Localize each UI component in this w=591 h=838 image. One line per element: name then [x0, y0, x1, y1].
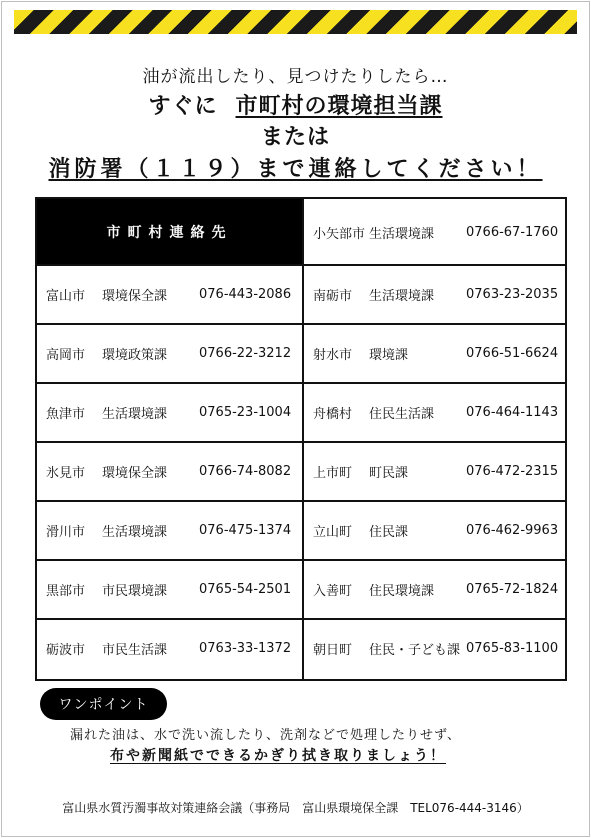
phone-number[interactable]: 0765-72-1824 [466, 582, 559, 597]
department-name: 市民環境課 [102, 584, 168, 599]
headline-line-2: または [260, 125, 330, 150]
municipality-name: 魚津市 [46, 407, 86, 422]
table-row [304, 442, 565, 501]
headline-fire-station: 消防署（１１９） [48, 157, 257, 182]
department-name: 環境政策課 [102, 348, 168, 363]
department-name: 生活環境課 [102, 525, 168, 540]
municipality-name: 黒部市 [46, 584, 86, 599]
municipality-name: 朝日町 [313, 643, 353, 658]
tip-text-line-2: 布や新聞紙でできるかぎり拭き取りましょう！ [110, 748, 446, 764]
headline-line-1 [0, 89, 591, 120]
department-name: 住民・子ども課 [369, 643, 461, 658]
table-row [304, 560, 565, 619]
table-row [304, 265, 565, 324]
headline-line-3 [0, 152, 591, 183]
table-row [304, 199, 565, 265]
table-row [37, 383, 302, 442]
phone-number[interactable]: 0766-22-3212 [199, 346, 292, 361]
municipality-name: 上市町 [313, 466, 353, 481]
municipality-name: 射水市 [313, 348, 353, 363]
intro-text: 油が流出したり、見つけたりしたら… [142, 67, 449, 87]
phone-number[interactable]: 0765-54-2501 [199, 582, 292, 597]
department-name: 住民生活課 [369, 407, 435, 422]
department-name: 住民環境課 [369, 584, 435, 599]
table-header-label: 市町村連絡先 [37, 199, 302, 265]
phone-number[interactable]: 076-475-1374 [199, 523, 292, 538]
municipality-name: 舟橋村 [313, 407, 353, 422]
phone-number[interactable]: 076-472-2315 [466, 464, 559, 479]
tip-text-line-1: 漏れた油は、水で洗い流したり、洗剤などで処理したりせず、 [70, 728, 461, 743]
table-row [37, 501, 302, 560]
footer-organizer: 富山県水質汚濁事故対策連絡会議（事務局 富山県環境保全課 TEL076-444-3146） [62, 801, 529, 815]
table-row [304, 619, 565, 678]
phone-number[interactable]: 076-443-2086 [199, 287, 292, 302]
municipality-name: 富山市 [46, 289, 86, 304]
department-name: 生活環境課 [369, 226, 435, 242]
department-name: 環境課 [369, 348, 409, 363]
department-name: 住民課 [369, 525, 409, 540]
phone-number[interactable]: 076-464-1143 [466, 405, 559, 420]
phone-number[interactable]: 0765-83-1100 [466, 641, 559, 656]
municipal-contact-table [35, 197, 567, 681]
headline-contact-suffix: まで連絡してください！ [256, 157, 543, 182]
municipality-name: 立山町 [313, 525, 353, 540]
municipality-name: 入善町 [313, 584, 353, 599]
column-divider [302, 199, 304, 679]
headline-office-emphasis: 市町村の環境担当課 [235, 94, 443, 119]
municipality-name: 砺波市 [46, 643, 86, 658]
department-name: 市民生活課 [102, 643, 168, 658]
headline-prefix: すぐに [148, 94, 218, 119]
hazard-stripe-banner [14, 10, 577, 34]
table-row [37, 442, 302, 501]
municipality-name: 小矢部市 [313, 226, 366, 242]
municipality-name: 高岡市 [46, 348, 86, 363]
phone-number[interactable]: 0766-67-1760 [466, 224, 559, 240]
phone-number[interactable]: 076-462-9963 [466, 523, 559, 538]
department-name: 環境保全課 [102, 466, 168, 481]
phone-number[interactable]: 0766-51-6624 [466, 346, 559, 361]
one-point-badge: ワンポイント [40, 688, 167, 720]
table-row [37, 560, 302, 619]
table-row [304, 501, 565, 560]
department-name: 町民課 [369, 466, 409, 481]
table-row [37, 324, 302, 383]
table-row [304, 383, 565, 442]
municipality-name: 氷見市 [46, 466, 86, 481]
department-name: 生活環境課 [102, 407, 168, 422]
municipality-name: 南砺市 [313, 289, 353, 304]
phone-number[interactable]: 0766-74-8082 [199, 464, 292, 479]
department-name: 生活環境課 [369, 289, 435, 304]
phone-number[interactable]: 0763-23-2035 [466, 287, 559, 302]
table-row [37, 619, 302, 678]
phone-number[interactable]: 0763-33-1372 [199, 641, 292, 656]
table-row [304, 324, 565, 383]
department-name: 環境保全課 [102, 289, 168, 304]
phone-number[interactable]: 0765-23-1004 [199, 405, 292, 420]
table-row [37, 265, 302, 324]
municipality-name: 滑川市 [46, 525, 86, 540]
